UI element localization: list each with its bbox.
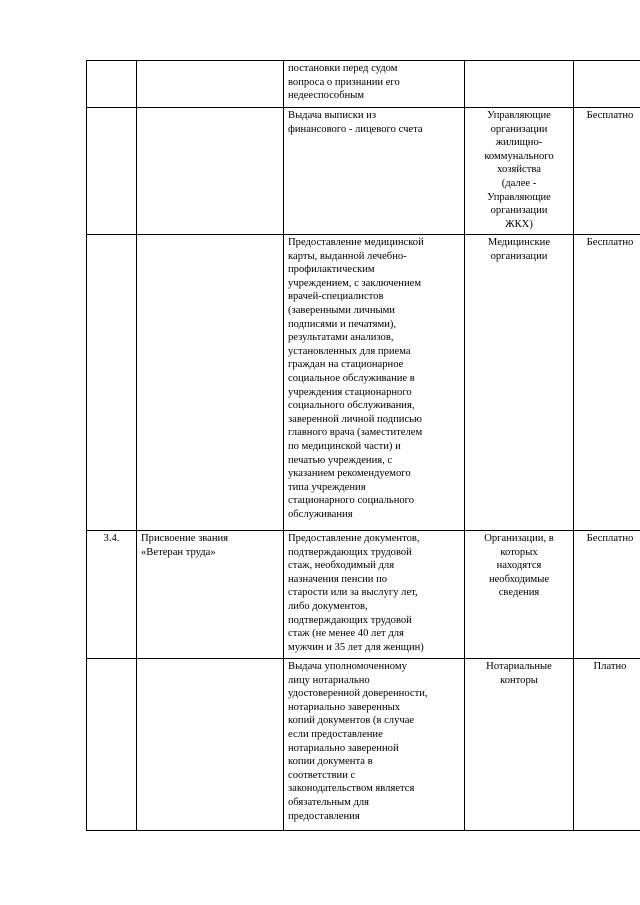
- document-cell: постановки перед судом вопроса о признании его недееспособным: [284, 61, 465, 108]
- document-cell: Предоставление документов, подтверждающих трудовой стаж, необходимый для назначения пенсии по старости или за выслугу лет, либо документов, подтверждающих трудовой стаж (не менее 40 лет для мужчин и 35 лет для женщин): [284, 531, 465, 659]
- table-row: [87, 659, 640, 831]
- document-cell: Выдача выписки из финансового - лицевого счета: [284, 108, 465, 235]
- service-name-cell: [137, 659, 284, 831]
- issuer-cell: [465, 61, 574, 108]
- document-cell: Предоставление медицинской карты, выданной лечебно- профилактическим учреждением, с заключением врачей-специалистов (заверенными личными подписями и печатями), результатами анализов, установленных для приема граждан на стационарное социальное обслуживание в учреждения стационарного социального обслуживания, заверенной личной подписью главного врача (заместителем по медицинской части) и печатью учреждения, с указанием рекомендуемого типа учреждения стационарного социального обслуживания: [284, 235, 465, 531]
- services-table: [86, 60, 640, 831]
- table-row: [87, 531, 640, 659]
- table-row: [87, 235, 640, 531]
- table-row: [87, 108, 640, 235]
- issuer-cell: Управляющие организации жилищно- коммунального хозяйства (далее - Управляющие организации ЖКХ): [465, 108, 574, 235]
- row-number-cell: 3.4.: [87, 531, 137, 659]
- cost-cell: Платно: [574, 659, 640, 831]
- service-name-cell: [137, 108, 284, 235]
- table-row: [87, 61, 640, 108]
- cost-cell: Бесплатно: [574, 108, 640, 235]
- row-number-cell: [87, 108, 137, 235]
- cost-cell: Бесплатно: [574, 235, 640, 531]
- cost-cell: Бесплатно: [574, 531, 640, 659]
- issuer-cell: Медицинские организации: [465, 235, 574, 531]
- cost-cell: [574, 61, 640, 108]
- service-name-cell: Присвоение звания «Ветеран труда»: [137, 531, 284, 659]
- issuer-cell: Организации, в которых находятся необходимые сведения: [465, 531, 574, 659]
- row-number-cell: [87, 235, 137, 531]
- row-number-cell: [87, 659, 137, 831]
- issuer-cell: Нотариальные конторы: [465, 659, 574, 831]
- service-name-cell: [137, 235, 284, 531]
- document-cell: Выдача уполномоченному лицу нотариально удостоверенной доверенности, нотариально заверенных копий документов (в случае если предоставление нотариально заверенной копии документа в соответствии с законодательством является обязательным для предоставления: [284, 659, 465, 831]
- service-name-cell: [137, 61, 284, 108]
- row-number-cell: [87, 61, 137, 108]
